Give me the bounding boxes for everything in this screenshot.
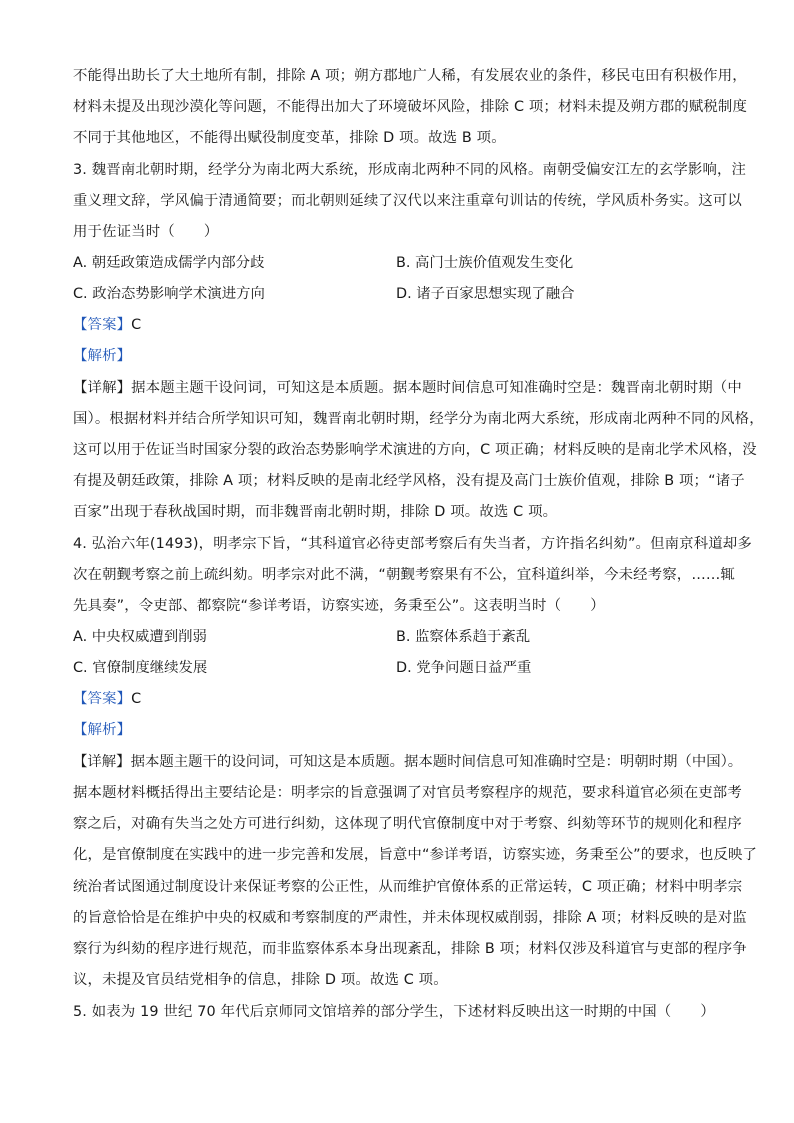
- q3-option-b: B. 高门士族价值观发生变化: [396, 255, 574, 271]
- q4-option-d: D. 党争问题日益严重: [396, 660, 532, 676]
- q3-detail-line-5: 百家”出现于春秋战国时期，而非魏晋南北朝时期，排除 D 项。故选 C 项。: [73, 504, 558, 520]
- q4-detail-tag: 【详解】: [73, 754, 131, 770]
- q4-option-b: B. 监察体系趋于紊乱: [396, 629, 531, 645]
- q4-analysis-tag: 【解析】: [73, 722, 132, 738]
- q4-detail-line-1: [73, 752, 742, 772]
- q3-option-c: C. 政治态势影响学术演进方向: [73, 286, 265, 302]
- q3-detail-tag: 【详解】: [73, 380, 132, 396]
- q3-detail-line-2: 国）。根据材料并结合所学知识可知，魏晋南北朝时期，经学分为南北两大系统，形成南北两种不同的风格，: [73, 411, 764, 427]
- q3-stem-line-1: 3. 魏晋南北朝时期，经学分为南北两大系统，形成南北两种不同的风格。南朝受偏安江左的玄学影响，注: [73, 162, 747, 178]
- q3-detail-text-1: 据本题主题干设问词，可知这是本质题。据本题时间信息可知准确时空是：魏晋南北朝时期（中: [131, 380, 742, 396]
- q4-answer-value: C: [131, 691, 142, 707]
- q4-stem-line-2: 次在朝觐考察之前上疏纠劾。明孝宗对此不满，“朝觐考察果有不公，宜科道纠举，今未经考察，……辄: [73, 567, 735, 583]
- q3-answer: [73, 315, 141, 335]
- q4-detail-line-3: 察之后，对确有失当之处方可进行纠劾，这体现了明代官僚制度中对于考察、纠劾等环节的规则化和程序: [73, 816, 742, 832]
- q3-option-d: D. 诸子百家思想实现了融合: [396, 286, 575, 302]
- q3-answer-tag: 【答案】: [73, 317, 132, 333]
- q4-detail-line-8: 议，未提及官员结党相争的信息，排除 D 项。故选 C 项。: [73, 972, 448, 988]
- q4-detail-line-4: 化，是官僚制度在实践中的进一步完善和发展，旨意中“参详考语，访察实迹，务秉至公”的要求，也反映了: [73, 847, 758, 863]
- q3-detail-line-1: [73, 378, 742, 398]
- q3-analysis-tag: 【解析】: [73, 348, 132, 364]
- q4-stem-line-1: 4. 弘治六年(1493)，明孝宗下旨，“其科道官必待吏部考察后有失当者，方许指名纠劾”。但南京科道却多: [73, 536, 752, 552]
- q4-detail-text-1: 据本题主题干的设问词，可知这是本质题。据本题时间信息可知准确时空是：明朝时期（中国）。: [130, 754, 743, 770]
- q5-stem: 5. 如表为 19 世纪 70 年代后京师同文馆培养的部分学生，下述材料反映出这一时期的中国（ ）: [73, 1004, 715, 1020]
- q4-detail-line-6: 的旨意恰恰是在维护中央的权威和考察制度的严肃性，并未体现权威削弱，排除 A 项；材料反映的是对监: [73, 910, 747, 926]
- q3-detail-line-4: 有提及朝廷政策，排除 A 项；材料反映的是南北经学风格，没有提及高门士族价值观，排除 B 项；“诸子: [73, 473, 745, 489]
- q2-analysis-line-2: 材料未提及出现沙漠化等问题，不能得出加大了环境破坏风险，排除 C 项；材料未提及朔方郡的赋税制度: [73, 99, 747, 115]
- q3-option-a: A. 朝廷政策造成儒学内部分歧: [73, 255, 265, 271]
- q3-stem-line-2: 重义理文辞，学风偏于清通简要；而北朝则延续了汉代以来注重章句训诂的传统，学风质朴务实。这可以: [73, 193, 742, 209]
- q4-analysis-heading: [73, 720, 131, 740]
- q3-stem-line-3: 用于佐证当时（ ）: [73, 224, 219, 240]
- q4-answer-tag: 【答案】: [73, 691, 132, 707]
- q4-option-a: A. 中央权威遭到削弱: [73, 629, 207, 645]
- q4-detail-line-2: 据本题材料概括得出主要结论是：明孝宗的旨意强调了对官员考察程序的规范，要求科道官必须在吏部考: [73, 785, 742, 801]
- q4-detail-line-7: 察行为纠劾的程序进行规范，而非监察体系本身出现紊乱，排除 B 项；材料仅涉及科道官与吏部的程序争: [73, 941, 747, 957]
- q4-answer: [73, 689, 141, 709]
- q2-analysis-line-3: 不同于其他地区，不能得出赋役制度变革，排除 D 项。故选 B 项。: [73, 130, 506, 146]
- q3-analysis-heading: [73, 346, 131, 366]
- q4-option-c: C. 官僚制度继续发展: [73, 660, 208, 676]
- q3-answer-value: C: [131, 317, 142, 333]
- q3-detail-line-3: 这可以用于佐证当时国家分裂的政治态势影响学术演进的方向，C 项正确；材料反映的是南北学术风格，没: [73, 442, 757, 458]
- q2-analysis-line-1: 不能得出助长了大土地所有制，排除 A 项；朔方郡地广人稀，有发展农业的条件，移民屯田有积极作用，: [73, 68, 747, 84]
- q4-stem-line-3: 先具奏”，令吏部、都察院“参详考语，访察实迹，务秉至公”。这表明当时（ ）: [73, 598, 605, 614]
- q4-detail-line-5: 统治者试图通过制度设计来保证考察的公正性，从而维护官僚体系的正常运转，C 项正确；材料中明孝宗: [73, 879, 743, 895]
